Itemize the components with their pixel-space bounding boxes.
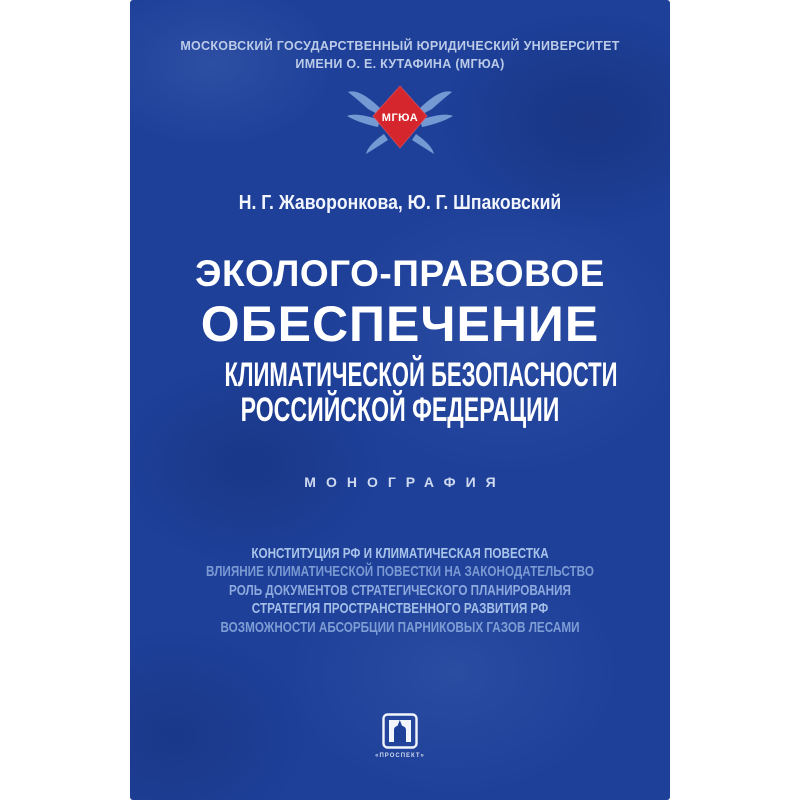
book-cover: [130, 0, 670, 800]
mgua-emblem: [340, 82, 460, 166]
publisher-name: «ПРОСПЕКТ»: [375, 753, 425, 759]
emblem-abbreviation: МГЮА: [381, 112, 419, 124]
topic-line: ВЛИЯНИЕ КЛИМАТИЧЕСКОЙ ПОВЕСТКИ НА ЗАКОНОДАТЕЛЬСТВО: [206, 563, 594, 581]
title-line-1: ЭКОЛОГО-ПРАВОВОЕ: [195, 253, 605, 294]
authors: Н. Г. Жаворонкова, Ю. Г. Шпаковский: [238, 192, 562, 214]
prospekt-logo-icon: [382, 713, 418, 751]
topic-line: КОНСТИТУЦИЯ РФ И КЛИМАТИЧЕСКАЯ ПОВЕСТКА: [251, 545, 549, 562]
university-name-line2: ИМЕНИ О. Е. КУТАФИНА (МГЮА): [295, 57, 505, 71]
title-line-4: РОССИЙСКОЙ ФЕДЕРАЦИИ: [240, 391, 560, 429]
mgua-emblem-icon: [340, 82, 460, 166]
university-header: [130, 37, 670, 73]
publisher-block: [340, 713, 460, 759]
title-line-2: ОБЕСПЕЧЕНИЕ: [200, 296, 600, 352]
topic-line: РОЛЬ ДОКУМЕНТОВ СТРАТЕГИЧЕСКОГО ПЛАНИРОВАНИЯ: [229, 581, 571, 599]
title-line-3: КЛИМАТИЧЕСКОЙ БЕЗОПАСНОСТИ: [224, 356, 618, 394]
topic-line: СТРАТЕГИЯ ПРОСТРАНСТВЕННОГО РАЗВИТИЯ РФ: [251, 600, 549, 618]
edition-type: МОНОГРАФИЯ: [304, 474, 506, 490]
university-name-line1: МОСКОВСКИЙ ГОСУДАРСТВЕННЫЙ ЮРИДИЧЕСКИЙ УНИВЕРСИТЕТ: [180, 39, 620, 53]
topics-list: [130, 545, 670, 637]
book-title: [130, 252, 670, 428]
topic-line: ВОЗМОЖНОСТИ АБСОРБЦИИ ПАРНИКОВЫХ ГАЗОВ ЛЕСАМИ: [220, 618, 580, 636]
